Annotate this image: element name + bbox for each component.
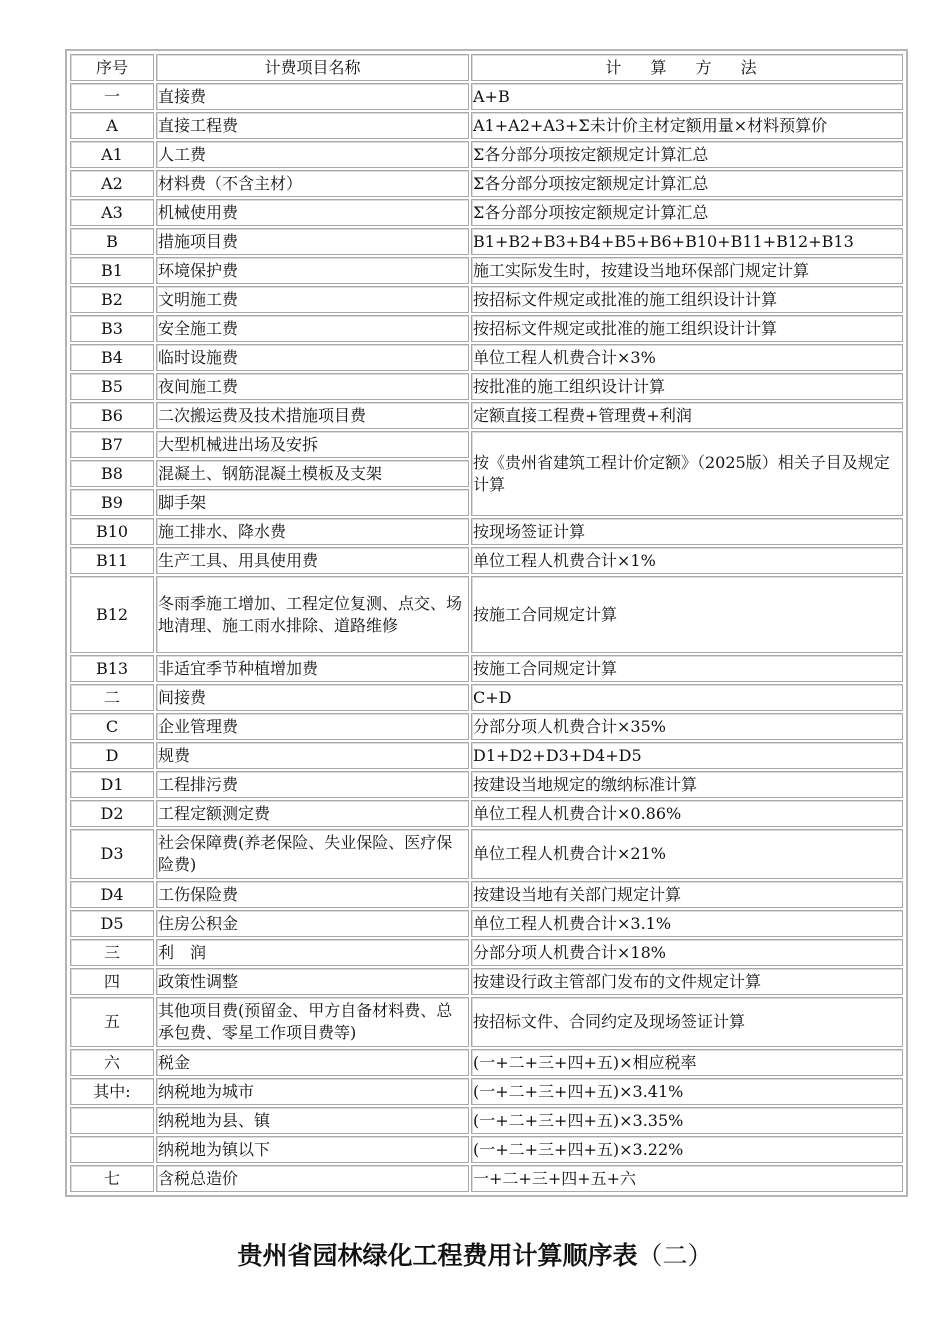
row-method-cell: (一+二+三+四+五)×3.41% <box>471 1078 903 1105</box>
row-no-cell: B <box>70 228 154 255</box>
table-header-row <box>70 54 903 81</box>
row-name-cell: 非适宜季节种植增加费 <box>156 655 469 682</box>
table-row <box>70 771 903 798</box>
row-method-cell: 单位工程人机费合计×1% <box>471 547 903 574</box>
table-row <box>70 829 903 879</box>
row-name-cell: 工程定额测定费 <box>156 800 469 827</box>
row-method-cell: Σ各分部分项按定额规定计算汇总 <box>471 170 903 197</box>
row-no-cell: 四 <box>70 968 154 995</box>
row-name-cell: 人工费 <box>156 141 469 168</box>
row-name-cell: 措施项目费 <box>156 228 469 255</box>
row-name-cell: 规费 <box>156 742 469 769</box>
row-no-cell: B11 <box>70 547 154 574</box>
row-method-cell: A+B <box>471 83 903 110</box>
row-name-cell: 环境保护费 <box>156 257 469 284</box>
row-no-cell: D3 <box>70 829 154 879</box>
row-no-cell: B13 <box>70 655 154 682</box>
row-name-cell: 夜间施工费 <box>156 373 469 400</box>
row-no-cell: D2 <box>70 800 154 827</box>
row-no-cell: D <box>70 742 154 769</box>
table-row <box>70 1049 903 1076</box>
header-no: 序号 <box>70 54 154 81</box>
row-name-cell: 大型机械进出场及安拆 <box>156 431 469 458</box>
table-row <box>70 141 903 168</box>
row-no-cell: 三 <box>70 939 154 966</box>
row-no-cell: B12 <box>70 576 154 653</box>
row-no-cell: B8 <box>70 460 154 487</box>
table-row <box>70 199 903 226</box>
table-row <box>70 402 903 429</box>
row-name-cell: 政策性调整 <box>156 968 469 995</box>
row-name-cell: 脚手架 <box>156 489 469 516</box>
row-method-cell: D1+D2+D3+D4+D5 <box>471 742 903 769</box>
row-no-cell: B1 <box>70 257 154 284</box>
row-no-cell: 五 <box>70 997 154 1047</box>
table-row <box>70 1107 903 1134</box>
row-no-cell <box>70 1136 154 1163</box>
row-no-cell: B7 <box>70 431 154 458</box>
title-main: 贵州省园林绿化工程费用计算顺序表 <box>237 1241 638 1270</box>
row-no-cell: 二 <box>70 684 154 711</box>
row-method-cell: C+D <box>471 684 903 711</box>
row-method-cell: A1+A2+A3+Σ未计价主材定额用量×材料预算价 <box>471 112 903 139</box>
row-method-cell: 按现场签证计算 <box>471 518 903 545</box>
table-row <box>70 742 903 769</box>
row-name-cell: 其他项目费(预留金、甲方自备材料费、总承包费、零星工作项目费等) <box>156 997 469 1047</box>
row-no-cell: D4 <box>70 881 154 908</box>
row-name-cell: 含税总造价 <box>156 1165 469 1192</box>
table-row <box>70 431 903 458</box>
row-no-cell: C <box>70 713 154 740</box>
row-method-cell: Σ各分部分项按定额规定计算汇总 <box>471 199 903 226</box>
row-method-cell: 按批准的施工组织设计计算 <box>471 373 903 400</box>
header-method: 计 算 方 法 <box>471 54 903 81</box>
row-no-cell: A1 <box>70 141 154 168</box>
row-method-cell: 按建设行政主管部门发布的文件规定计算 <box>471 968 903 995</box>
table-row <box>70 968 903 995</box>
row-name-cell: 材料费（不含主材） <box>156 170 469 197</box>
table-row <box>70 112 903 139</box>
row-method-cell: 按施工合同规定计算 <box>471 655 903 682</box>
row-name-cell: 生产工具、用具使用费 <box>156 547 469 574</box>
row-method-cell: 按建设当地规定的缴纳标准计算 <box>471 771 903 798</box>
row-no-cell: B10 <box>70 518 154 545</box>
table-row <box>70 997 903 1047</box>
table-row <box>70 83 903 110</box>
row-no-cell: A2 <box>70 170 154 197</box>
row-name-cell: 间接费 <box>156 684 469 711</box>
table-row <box>70 800 903 827</box>
row-no-cell: 一 <box>70 83 154 110</box>
row-no-cell: D5 <box>70 910 154 937</box>
page-title <box>0 1240 950 1272</box>
row-name-cell: 企业管理费 <box>156 713 469 740</box>
row-name-cell: 机械使用费 <box>156 199 469 226</box>
table-row <box>70 713 903 740</box>
table-row <box>70 939 903 966</box>
table-row <box>70 170 903 197</box>
row-method-cell: (一+二+三+四+五)×3.22% <box>471 1136 903 1163</box>
row-no-cell <box>70 1107 154 1134</box>
row-no-cell: B2 <box>70 286 154 313</box>
row-name-cell: 施工排水、降水费 <box>156 518 469 545</box>
row-name-cell: 住房公积金 <box>156 910 469 937</box>
row-method-cell: 定额直接工程费+管理费+利润 <box>471 402 903 429</box>
row-no-cell: B4 <box>70 344 154 371</box>
row-name-cell: 混凝土、钢筋混凝土模板及支架 <box>156 460 469 487</box>
row-name-cell: 二次搬运费及技术措施项目费 <box>156 402 469 429</box>
table-row <box>70 315 903 342</box>
row-no-cell: B9 <box>70 489 154 516</box>
row-name-cell: 文明施工费 <box>156 286 469 313</box>
row-no-cell: B3 <box>70 315 154 342</box>
row-name-cell: 工程排污费 <box>156 771 469 798</box>
row-method-cell: Σ各分部分项按定额规定计算汇总 <box>471 141 903 168</box>
row-no-cell: B6 <box>70 402 154 429</box>
table-row <box>70 547 903 574</box>
row-name-cell: 社会保障费(养老保险、失业保险、医疗保险费) <box>156 829 469 879</box>
row-no-cell: B5 <box>70 373 154 400</box>
table-row <box>70 1136 903 1163</box>
row-method-cell: 按施工合同规定计算 <box>471 576 903 653</box>
table-row <box>70 373 903 400</box>
row-method-cell: 单位工程人机费合计×3.1% <box>471 910 903 937</box>
row-name-cell: 纳税地为县、镇 <box>156 1107 469 1134</box>
row-name-cell: 工伤保险费 <box>156 881 469 908</box>
table-row <box>70 286 903 313</box>
table-row <box>70 576 903 653</box>
row-method-cell: 按招标文件规定或批准的施工组织设计计算 <box>471 315 903 342</box>
row-method-cell: 分部分项人机费合计×18% <box>471 939 903 966</box>
row-name-cell: 直接工程费 <box>156 112 469 139</box>
row-method-cell: 按建设当地有关部门规定计算 <box>471 881 903 908</box>
table-row <box>70 881 903 908</box>
row-name-cell: 纳税地为城市 <box>156 1078 469 1105</box>
table-row <box>70 518 903 545</box>
table-row <box>70 1165 903 1192</box>
fee-table <box>65 49 908 1197</box>
row-no-cell: D1 <box>70 771 154 798</box>
row-name-cell: 纳税地为镇以下 <box>156 1136 469 1163</box>
row-name-cell: 临时设施费 <box>156 344 469 371</box>
row-no-cell: 其中: <box>70 1078 154 1105</box>
row-no-cell: 六 <box>70 1049 154 1076</box>
row-name-cell: 直接费 <box>156 83 469 110</box>
row-no-cell: A <box>70 112 154 139</box>
row-method-cell: 分部分项人机费合计×35% <box>471 713 903 740</box>
row-no-cell: 七 <box>70 1165 154 1192</box>
row-method-cell: 单位工程人机费合计×0.86% <box>471 800 903 827</box>
table-row <box>70 257 903 284</box>
title-suffix: （二） <box>637 1241 713 1270</box>
row-name-cell: 冬雨季施工增加、工程定位复测、点交、场地清理、施工雨水排除、道路维修 <box>156 576 469 653</box>
row-method-cell: (一+二+三+四+五)×相应税率 <box>471 1049 903 1076</box>
row-method-cell: 按招标文件规定或批准的施工组织设计计算 <box>471 286 903 313</box>
row-name-cell: 税金 <box>156 1049 469 1076</box>
table-row <box>70 344 903 371</box>
row-method-cell: 一+二+三+四+五+六 <box>471 1165 903 1192</box>
row-method-cell: 单位工程人机费合计×3% <box>471 344 903 371</box>
row-method-cell: 单位工程人机费合计×21% <box>471 829 903 879</box>
row-method-cell: 按《贵州省建筑工程计价定额》（2025版）相关子目及规定计算 <box>471 431 903 516</box>
table-row <box>70 228 903 255</box>
table-row <box>70 655 903 682</box>
row-name-cell: 安全施工费 <box>156 315 469 342</box>
row-no-cell: A3 <box>70 199 154 226</box>
header-item-name: 计费项目名称 <box>156 54 469 81</box>
row-method-cell: 施工实际发生时，按建设当地环保部门规定计算 <box>471 257 903 284</box>
row-method-cell: (一+二+三+四+五)×3.35% <box>471 1107 903 1134</box>
table-row <box>70 684 903 711</box>
table-row <box>70 910 903 937</box>
row-method-cell: 按招标文件、合同约定及现场签证计算 <box>471 997 903 1047</box>
table-row <box>70 1078 903 1105</box>
row-name-cell: 利 润 <box>156 939 469 966</box>
row-method-cell: B1+B2+B3+B4+B5+B6+B10+B11+B12+B13 <box>471 228 903 255</box>
